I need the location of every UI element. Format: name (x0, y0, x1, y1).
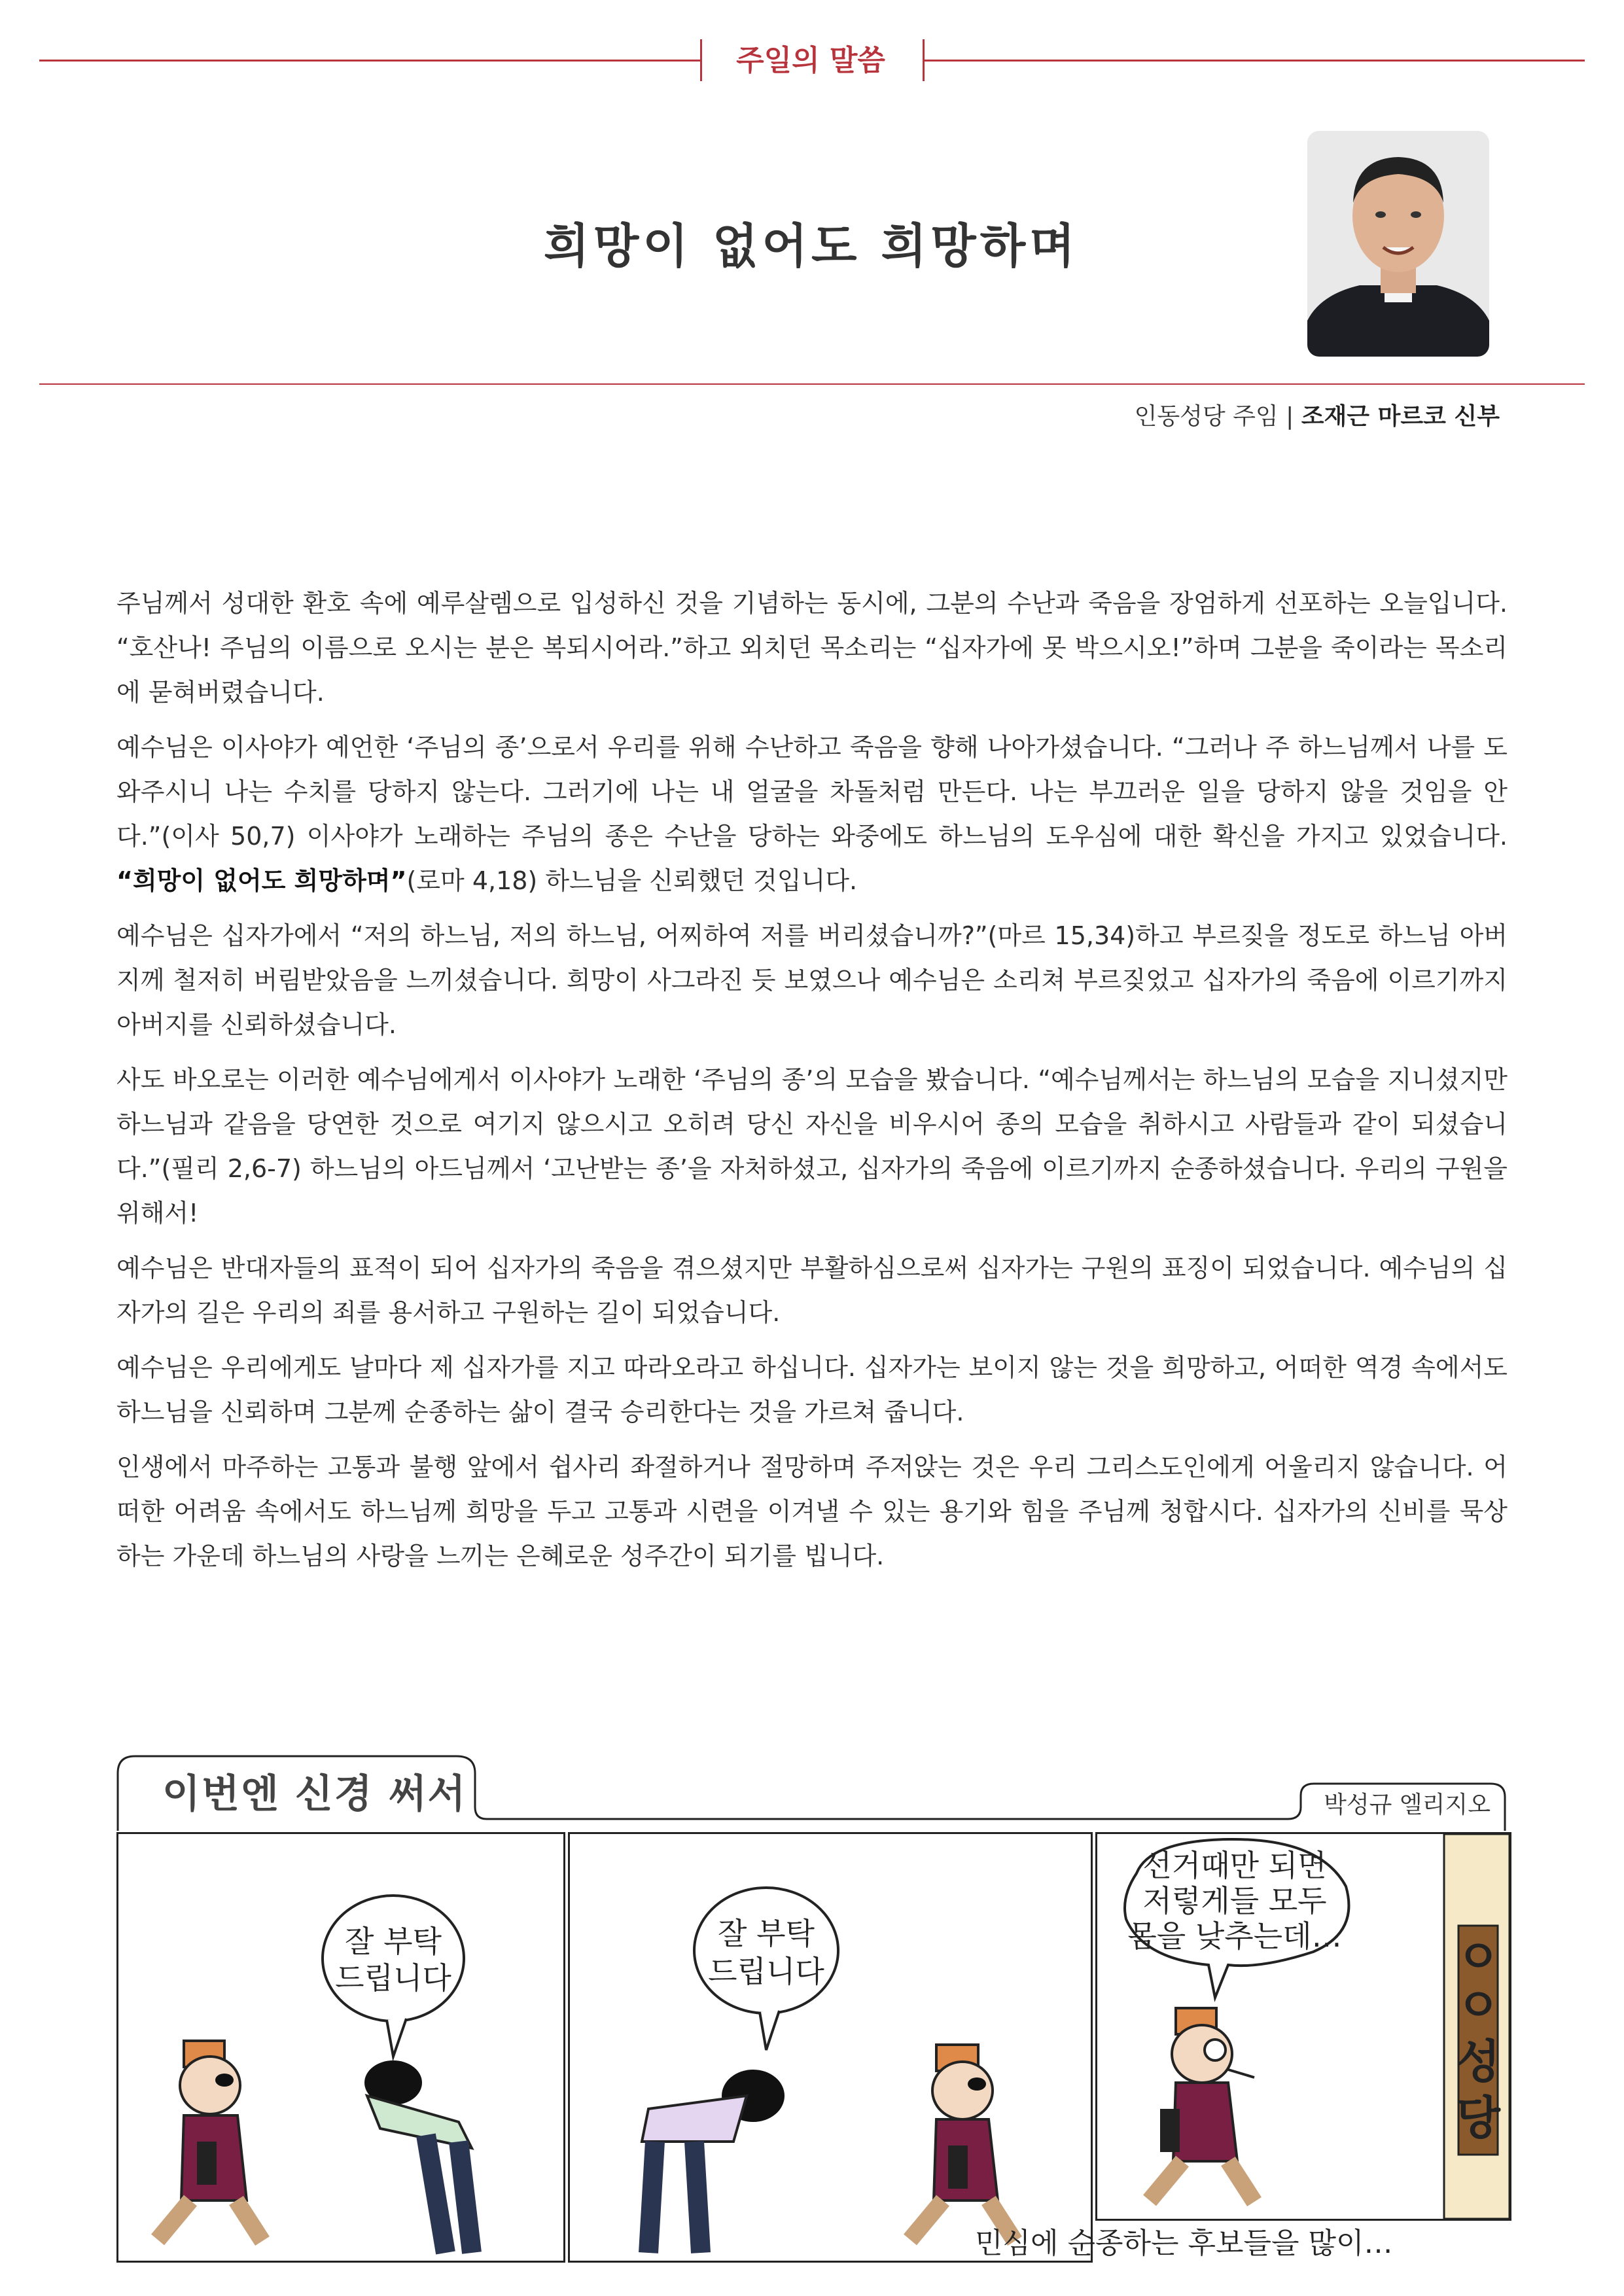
panel-3-bubble-line-2: 저렇게들 모두 (1142, 1883, 1327, 1918)
paragraph-2-text: 예수님은 이사야가 예언한 ‘주님의 종’으로서 우리를 위해 수난하고 죽음을 향해 나아가셨습니다. “그러나 주 하느님께서 나를 도와주시니 나는 수치를 당하지 않는다. 그러기에 나는 내 얼굴을 차돌처럼 만든다. 나는 부끄러운 일을 당하지 않을 것임을 안다.”(이사 50,7) 이사야가 노래하는 주님의 종은 수난을 당하는 와중에도 하느님의 도우심에 대한 확신을 가지고 있었습니다. (116, 733, 1508, 851)
panel-2-bubble-line-1: 잘 부탁 (718, 1916, 815, 1951)
comic-caption: 민심에 순종하는 후보들을 많이… (975, 2227, 1393, 2260)
panel-3-bubble-line-1: 선거때만 되면 (1142, 1848, 1327, 1883)
paragraph-3: 예수님은 십자가에서 “저의 하느님, 저의 하느님, 어찌하여 저를 버리셨습니까?”(마르 15,34)하고 부르짖을 정도로 하느님 아버지께 철저히 버림받았음을 느끼셨습니다. 희망이 사그라진 듯 보였으나 예수님은 소리쳐 부르짖었고 십자가의 죽음에 이르기까지 아버지를 신뢰하셨습니다. (116, 921, 1508, 1039)
panel-2-bubble-line-2: 드립니다 (708, 1954, 824, 1989)
church-sign-char-4: 당 (1456, 2091, 1500, 2145)
paragraph-2-emphasis: “희망이 없어도 희망하며” (116, 866, 407, 895)
panel-3-bubble-line-3: 몸을 낮추는데… (1127, 1918, 1342, 1954)
paragraph-6: 예수님은 우리에게도 날마다 제 십자가를 지고 따라오라고 하십니다. 십자가는 보이지 않는 것을 희망하고, 어떠한 역경 속에서도 하느님을 신뢰하며 그분께 순종하는 삶이 결국 승리한다는 것을 가르쳐 줍니다. (116, 1353, 1508, 1426)
church-sign-char-1: ㅇ (1456, 1930, 1500, 1984)
byline (1135, 398, 1500, 431)
comic-strip (116, 1754, 1508, 2277)
paragraph-7: 인생에서 마주하는 고통과 불행 앞에서 쉽사리 좌절하거나 절망하며 주저앉는 것은 우리 그리스도인에게 어울리지 않습니다. 어떠한 어려움 속에서도 하느님께 희망을 두고 고통과 시련을 이겨낼 수 있는 용기와 힘을 주님께 청합시다. 십자가의 신비를 묵상하는 가운데 하느님의 사랑을 느끼는 은혜로운 성주간이 되기를 빕니다. (116, 1453, 1508, 1570)
paragraph-5: 예수님은 반대자들의 표적이 되어 십자가의 죽음을 겪으셨지만 부활하심으로써 십자가는 구원의 표징이 되었습니다. 예수님의 십자가의 길은 우리의 죄를 용서하고 구원하는 길이 되었습니다. (116, 1254, 1508, 1327)
article-body (116, 581, 1508, 1589)
comic-title: 이번엔 신경 써서 (162, 1771, 467, 1817)
author-photo (1307, 131, 1489, 357)
paragraph-4: 사도 바오로는 이러한 예수님에게서 이사야가 노래한 ‘주님의 종’의 모습을 봤습니다. “예수님께서는 하느님의 모습을 지니셨지만 하느님과 같음을 당연한 것으로 여기지 않으시고 오히려 당신 자신을 비우시어 종의 모습을 취하시고 사람들과 같이 되셨습니다.”(필리 2,6-7) 하느님의 아드님께서 ‘고난받는 종’을 자처하셨고, 십자가의 죽음에 이르기까지 순종하셨습니다. 우리의 구원을 위해서! (116, 1065, 1508, 1227)
comic-panel-2 (568, 1832, 1093, 2263)
header-bottom-rule (39, 383, 1585, 385)
panel-1-bubble-line-1: 잘 부탁 (345, 1924, 442, 1959)
panel-1-bubble-line-2: 드립니다 (335, 1960, 451, 1996)
byline-author: 조재근 마르코 신부 (1301, 403, 1500, 430)
church-sign-char-3: 성 (1456, 2035, 1500, 2089)
byline-parish: 인동성당 주임 | (1134, 403, 1301, 430)
comic-panel-3 (1095, 1832, 1511, 2221)
header-tick-left (700, 39, 702, 81)
section-label: 주일의 말씀 (736, 44, 885, 77)
paragraph-1: 주님께서 성대한 환호 속에 예루살렘으로 입성하신 것을 기념하는 동시에, 그분의 수난과 죽음을 장엄하게 선포하는 오늘입니다. “호산나! 주님의 이름으로 오시는 분은 복되시어라.”하고 외치던 목소리는 “십자가에 못 박으시오!”하며 그분을 죽이라는 목소리에 묻혀버렸습니다. (116, 589, 1508, 707)
header-rule-left (39, 60, 700, 62)
comic-author: 박성규 엘리지오 (1324, 1792, 1491, 1818)
paragraph-2-citation: (로마 4,18) 하느님을 신뢰했던 것입니다. (406, 866, 858, 895)
page-title: 희망이 없어도 희망하며 (544, 219, 1079, 274)
header-rule-right (925, 60, 1585, 62)
comic-panel-1 (116, 1832, 565, 2263)
paragraph-2 (116, 725, 1508, 903)
church-sign-char-2: ㅇ (1456, 1979, 1500, 2032)
